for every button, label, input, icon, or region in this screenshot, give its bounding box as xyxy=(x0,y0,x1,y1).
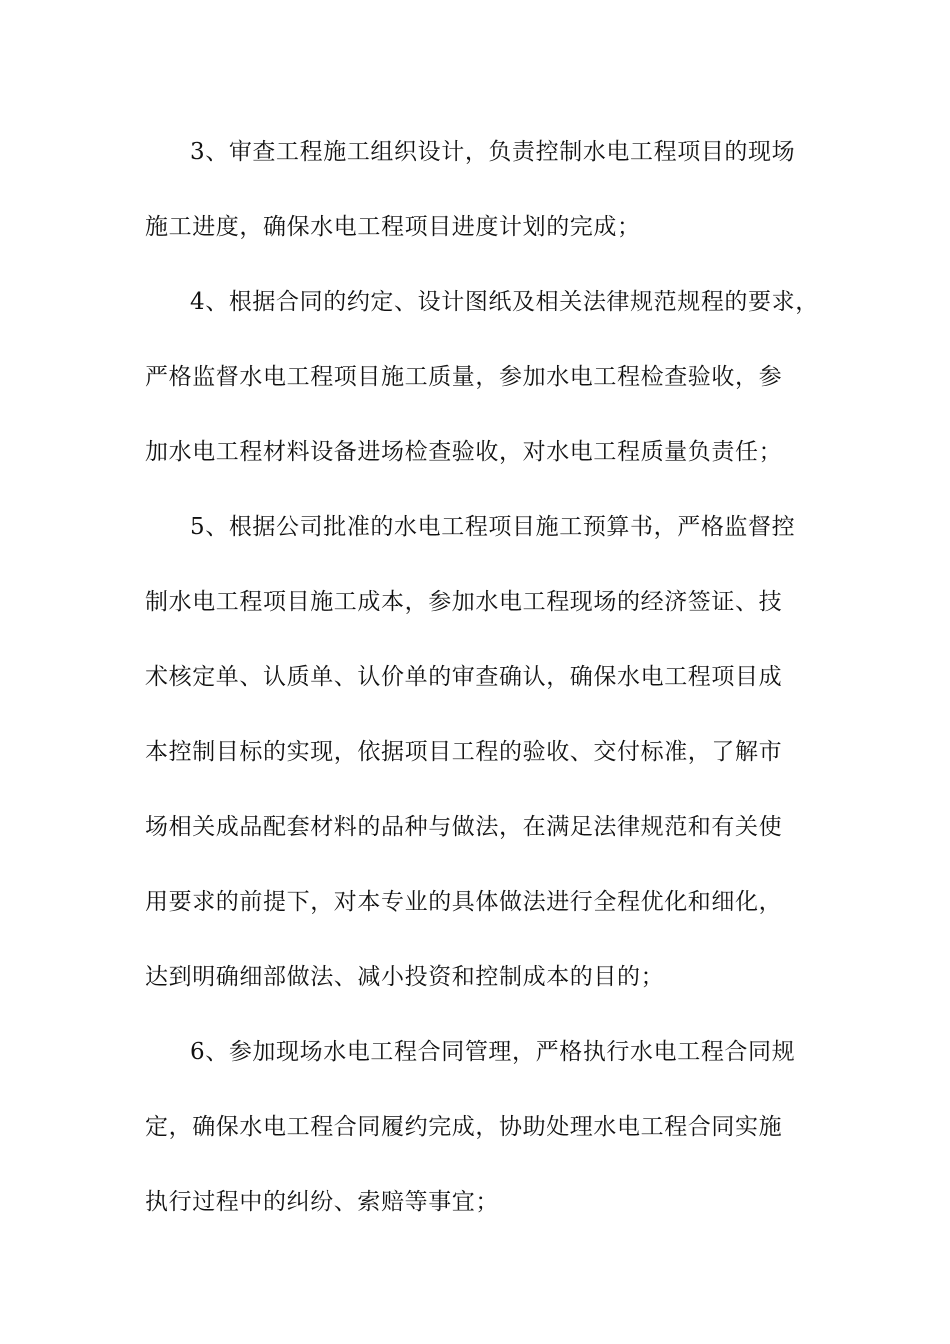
text-line: 术核定单、认质单、认价单的审查确认，确保水电工程项目成 xyxy=(145,664,783,690)
text-line: 本控制目标的实现，依据项目工程的验收、交付标准，了解市 xyxy=(145,739,783,765)
text-line: 3、审查工程施工组织设计，负责控制水电工程项目的现场 xyxy=(190,139,796,165)
text-line: 4、根据合同的约定、设计图纸及相关法律规范规程的要求， xyxy=(190,289,819,315)
text-line: 6、参加现场水电工程合同管理，严格执行水电工程合同规 xyxy=(190,1039,796,1065)
text-line: 定，确保水电工程合同履约完成，协助处理水电工程合同实施 xyxy=(145,1114,783,1140)
text-line: 执行过程中的纠纷、索赔等事宜； xyxy=(145,1189,499,1215)
text-line: 场相关成品配套材料的品种与做法，在满足法律规范和有关使 xyxy=(145,814,783,840)
text-line: 加水电工程材料设备进场检查验收，对水电工程质量负责任； xyxy=(145,439,783,465)
text-line: 施工进度，确保水电工程项目进度计划的完成； xyxy=(145,214,641,240)
text-line: 5、根据公司批准的水电工程项目施工预算书，严格监督控 xyxy=(190,514,796,540)
text-line: 达到明确细部做法、减小投资和控制成本的目的； xyxy=(145,964,665,990)
text-line: 用要求的前提下，对本专业的具体做法进行全程优化和细化， xyxy=(145,889,783,915)
text-line: 严格监督水电工程项目施工质量，参加水电工程检查验收，参 xyxy=(145,364,783,390)
text-line: 制水电工程项目施工成本，参加水电工程现场的经济签证、技 xyxy=(145,589,783,615)
